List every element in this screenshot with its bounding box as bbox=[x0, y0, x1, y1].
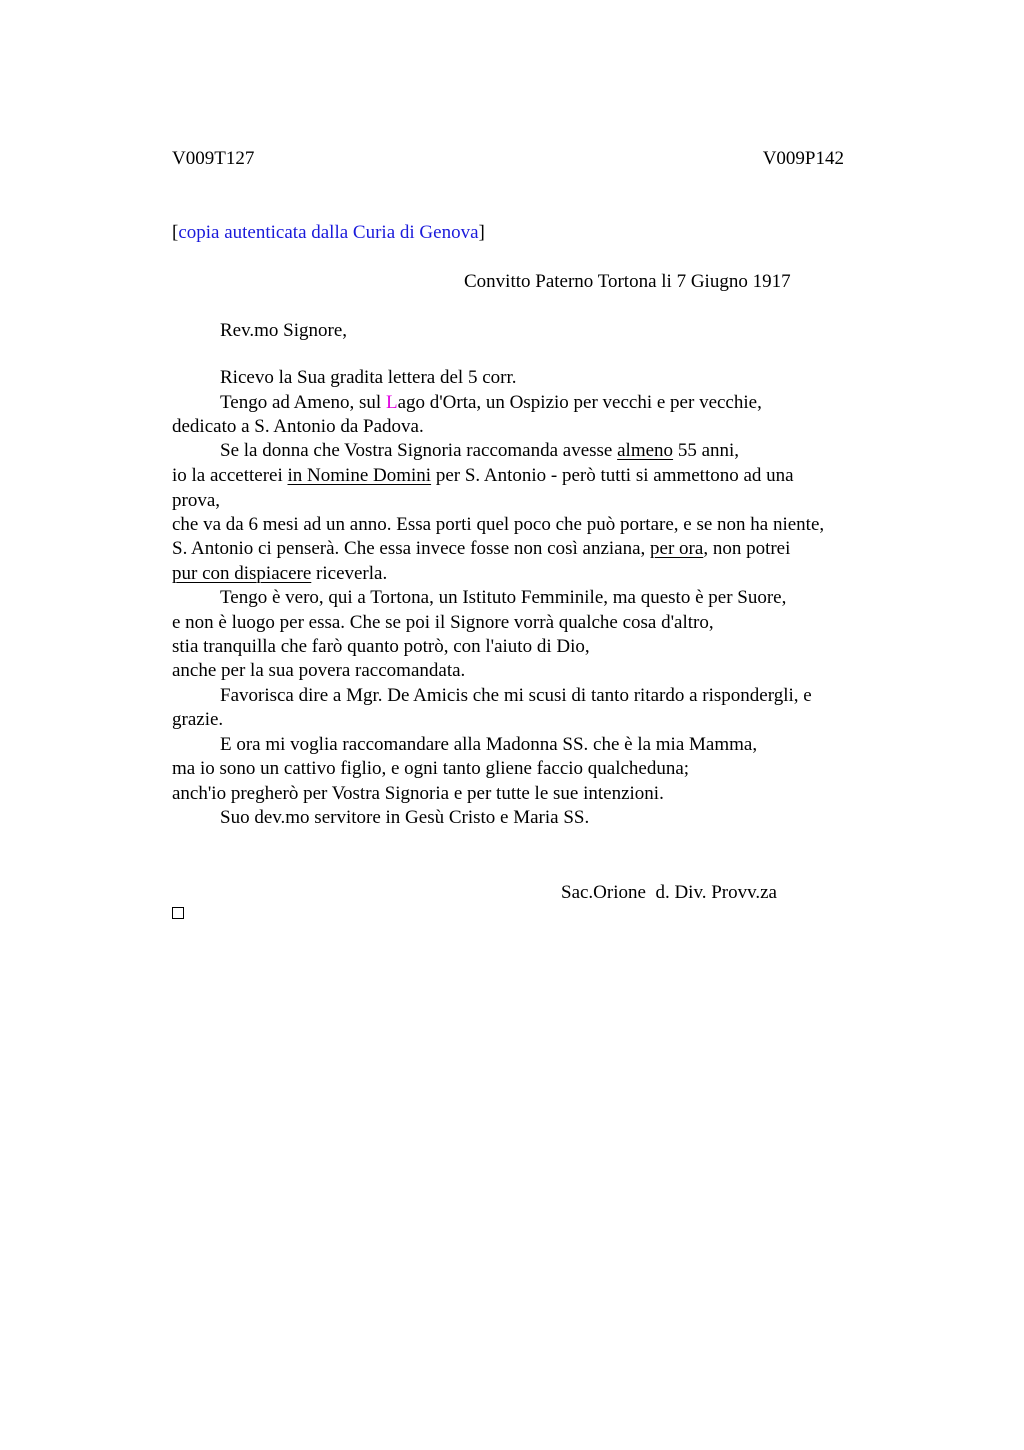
line-segment: Tengo ad Ameno, sul bbox=[220, 392, 386, 413]
body-line: stia tranquilla che farò quanto potrò, con l'aiuto di Dio, bbox=[172, 636, 590, 657]
body-line: Tengo è vero, qui a Tortona, un Istituto Femminile, ma questo è per Suore, bbox=[220, 587, 787, 608]
underlined-text: pur con dispiacere bbox=[172, 563, 312, 584]
body-line: ma io sono un cattivo figlio, e ogni tanto gliene faccio qualcheduna; bbox=[172, 758, 690, 779]
empty-checkbox-glyph bbox=[172, 907, 184, 919]
salutation: Rev.mo Signore, bbox=[220, 320, 348, 341]
document-code-left: V009T127 bbox=[172, 148, 255, 169]
underlined-text: almeno bbox=[617, 440, 674, 461]
body-line: anche per la sua povera raccomandata. bbox=[172, 660, 466, 681]
body-line: E ora mi voglia raccomandare alla Madonna SS. che è la mia Mamma, bbox=[220, 734, 758, 755]
body-line bbox=[220, 440, 739, 462]
note-text: copia autenticata dalla Curia di Genova bbox=[178, 222, 479, 243]
authentication-note bbox=[172, 221, 485, 245]
body-line bbox=[172, 465, 794, 487]
body-line bbox=[172, 538, 790, 560]
line-segment: Se la donna che Vostra Signoria raccomanda avesse bbox=[220, 440, 618, 461]
body-line: Favorisca dire a Mgr. De Amicis che mi scusi di tanto ritardo a rispondergli, e bbox=[220, 685, 812, 706]
line-segment: per S. Antonio - però tutti si ammettono ad una bbox=[431, 465, 794, 486]
note-bracket-open: [ bbox=[172, 222, 179, 243]
document-code-right: V009P142 bbox=[762, 148, 844, 169]
body-line: che va da 6 mesi ad un anno. Essa porti quel poco che può portare, e se non ha niente, bbox=[172, 514, 825, 535]
body-line: prova, bbox=[172, 490, 221, 511]
body-line bbox=[172, 563, 387, 585]
line-segment: ago d'Orta, un Ospizio per vecchi e per vecchie, bbox=[397, 392, 762, 413]
line-segment: riceverla. bbox=[311, 563, 388, 584]
body-line: grazie. bbox=[172, 709, 224, 730]
underlined-text: in Nomine Domini bbox=[287, 465, 432, 486]
line-segment: 55 anni, bbox=[673, 440, 740, 461]
signature: Sac.Orione d. Div. Provv.za bbox=[561, 882, 777, 903]
body-line: anch'io pregherò per Vostra Signoria e per tutte le sue intenzioni. bbox=[172, 783, 664, 804]
line-segment: , non potrei bbox=[703, 538, 791, 559]
line-segment: io la accetterei bbox=[172, 465, 288, 486]
body-line: e non è luogo per essa. Che se poi il Signore vorrà qualche cosa d'altro, bbox=[172, 612, 714, 633]
body-line: Suo dev.mo servitore in Gesù Cristo e Maria SS. bbox=[220, 807, 590, 828]
body-line: dedicato a S. Antonio da Padova. bbox=[172, 416, 424, 437]
dateline: Convitto Paterno Tortona li 7 Giugno 1917 bbox=[464, 271, 791, 292]
line-segment: S. Antonio ci penserà. Che essa invece fosse non così anziana, bbox=[172, 538, 651, 559]
note-bracket-close: ] bbox=[478, 222, 485, 243]
body-line bbox=[220, 392, 762, 414]
underlined-text: per ora bbox=[650, 538, 704, 559]
highlighted-letter: L bbox=[385, 392, 398, 413]
body-line: Ricevo la Sua gradita lettera del 5 corr. bbox=[220, 367, 517, 388]
